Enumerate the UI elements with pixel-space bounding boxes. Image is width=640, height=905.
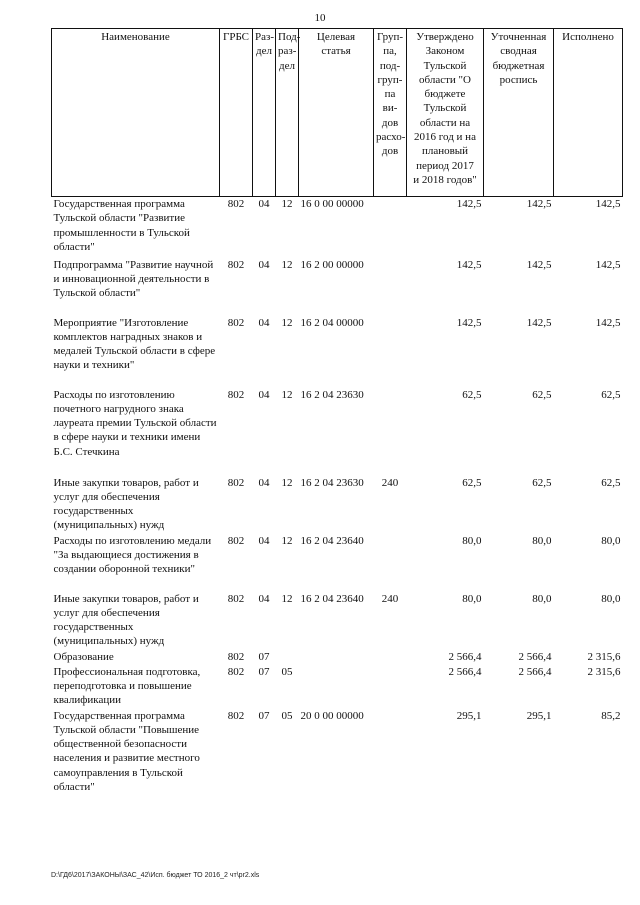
header-refined: Уточненная сводная бюджетная роспись <box>484 29 554 197</box>
row-approved: 142,5 <box>456 316 482 329</box>
table-row <box>52 388 623 476</box>
row-razdel: 04 <box>258 316 270 329</box>
file-path-footer: D:\ГД6\2017\ЗАКОНЫ\ЗАС_42\Исп. бюджет ТО 2016_2 чт\pr2.xls <box>51 872 260 879</box>
row-executed: 142,5 <box>595 316 621 329</box>
header-grbs: ГРБС <box>220 29 253 197</box>
row-name: Подпрограмма "Развитие научной и инновационной деятельности в Тульской области" <box>53 258 214 300</box>
row-grbs: 802 <box>227 258 245 271</box>
row-name: Расходы по изготовлению медали "За выдающиеся достижения в создании оборонной техники" <box>53 534 212 576</box>
row-approved: 80,0 <box>462 592 482 605</box>
row-target: 16 2 00 00000 <box>300 258 364 271</box>
row-grbs: 802 <box>227 476 245 489</box>
row-grbs: 802 <box>227 198 245 210</box>
row-razdel: 04 <box>258 258 270 271</box>
row-group: 240 <box>381 592 399 605</box>
row-podrazdel: 12 <box>281 198 293 210</box>
row-approved: 142,5 <box>456 258 482 271</box>
row-podrazdel: 05 <box>281 709 293 722</box>
row-grbs: 802 <box>227 665 245 678</box>
table-row <box>52 665 623 709</box>
table-row <box>52 258 623 316</box>
row-executed: 142,5 <box>595 198 621 210</box>
row-group <box>374 316 407 388</box>
row-approved: 62,5 <box>462 476 482 489</box>
table-row <box>52 592 623 650</box>
row-name: Мероприятие "Изготовление комплектов наградных знаков и медалей Тульской области в сфере науки и техники" <box>53 316 216 372</box>
table-row <box>52 316 623 388</box>
row-group: 240 <box>381 476 399 489</box>
row-podrazdel: 12 <box>281 534 293 547</box>
row-razdel: 04 <box>258 388 270 401</box>
row-group <box>374 665 407 709</box>
table-row <box>52 197 623 258</box>
header-group: Груп- па, под- груп- па ви- дов расхо- дов <box>374 29 407 197</box>
row-podrazdel: 12 <box>281 592 293 605</box>
row-refined: 295,1 <box>526 709 552 722</box>
row-refined: 142,5 <box>526 198 552 210</box>
row-group <box>374 258 407 316</box>
row-refined: 62,5 <box>532 476 552 489</box>
row-refined: 142,5 <box>526 316 552 329</box>
row-executed: 62,5 <box>601 388 621 401</box>
row-name: Государственная программа Тульской области "Повышение общественной безопасности населения и развитие местного самоуправления в Тульской области" <box>53 709 200 793</box>
row-group <box>374 388 407 476</box>
row-executed: 80,0 <box>601 592 621 605</box>
row-name: Профессиональная подготовка, переподготовка и повышение квалификации <box>53 665 201 707</box>
row-target: 16 0 00 00000 <box>300 198 364 210</box>
row-razdel: 04 <box>258 592 270 605</box>
row-refined: 142,5 <box>526 258 552 271</box>
row-approved: 80,0 <box>462 534 482 547</box>
table-row <box>52 709 623 795</box>
page-number: 10 <box>314 12 326 24</box>
row-group <box>374 197 407 258</box>
row-razdel: 07 <box>258 665 270 678</box>
row-razdel: 07 <box>258 709 270 722</box>
row-target: 16 2 04 23630 <box>300 388 364 401</box>
row-refined: 2 566,4 <box>518 665 552 678</box>
row-executed: 62,5 <box>601 476 621 489</box>
row-executed: 80,0 <box>601 534 621 547</box>
table-row <box>52 476 623 534</box>
row-grbs: 802 <box>227 592 245 605</box>
table-row <box>52 534 623 592</box>
row-group <box>374 534 407 592</box>
row-approved: 2 566,4 <box>448 650 482 663</box>
row-target: 20 0 00 00000 <box>300 709 364 722</box>
row-target <box>299 650 374 665</box>
row-podrazdel <box>276 650 299 665</box>
row-executed: 85,2 <box>601 709 621 722</box>
row-target: 16 2 04 23630 <box>300 476 364 489</box>
row-refined: 80,0 <box>532 534 552 547</box>
row-grbs: 802 <box>227 388 245 401</box>
row-refined: 2 566,4 <box>518 650 552 663</box>
row-name: Расходы по изготовлению почетного нагрудного знака лауреата премии Тульской области в сфере науки и техники имени Б.С. Стечкина <box>53 388 217 458</box>
row-approved: 2 566,4 <box>448 665 482 678</box>
row-executed: 142,5 <box>595 258 621 271</box>
header-target: Целевая статья <box>299 29 374 197</box>
row-refined: 80,0 <box>532 592 552 605</box>
row-target <box>299 665 374 709</box>
row-grbs: 802 <box>227 650 245 663</box>
row-podrazdel: 12 <box>281 316 293 329</box>
row-name: Иные закупки товаров, работ и услуг для обеспечения государственных (муниципальных) нужд <box>53 476 199 532</box>
table-header-row <box>52 29 623 197</box>
row-target: 16 2 04 23640 <box>300 592 364 605</box>
table-row <box>52 650 623 665</box>
row-target: 16 2 04 23640 <box>300 534 364 547</box>
row-podrazdel: 12 <box>281 476 293 489</box>
row-refined: 62,5 <box>532 388 552 401</box>
budget-execution-table <box>51 28 623 795</box>
row-name: Образование <box>53 650 114 663</box>
row-group <box>374 650 407 665</box>
row-name: Государственная программа Тульской области "Развитие промышленности в Тульской области" <box>53 198 190 253</box>
row-razdel: 04 <box>258 534 270 547</box>
header-razdel: Раз- дел <box>253 29 276 197</box>
row-group <box>374 709 407 795</box>
row-podrazdel: 05 <box>281 665 293 678</box>
row-podrazdel: 12 <box>281 388 293 401</box>
row-approved: 142,5 <box>456 198 482 210</box>
row-target: 16 2 04 00000 <box>300 316 364 329</box>
row-approved: 295,1 <box>456 709 482 722</box>
row-grbs: 802 <box>227 316 245 329</box>
row-grbs: 802 <box>227 534 245 547</box>
row-executed: 2 315,6 <box>587 650 621 663</box>
row-razdel: 04 <box>258 198 270 210</box>
row-approved: 62,5 <box>462 388 482 401</box>
header-name: Наименование <box>52 29 220 197</box>
row-executed: 2 315,6 <box>587 665 621 678</box>
header-approved: Утверждено Законом Тульской области "О бюджете Тульской области на 2016 год и на плановый период 2017 и 2018 годов" <box>407 29 484 197</box>
header-podrazdel: Под- раз- дел <box>276 29 299 197</box>
header-executed: Исполнено <box>554 29 623 197</box>
row-grbs: 802 <box>227 709 245 722</box>
row-name: Иные закупки товаров, работ и услуг для обеспечения государственных (муниципальных) нужд <box>53 592 199 648</box>
row-razdel: 07 <box>258 650 270 663</box>
row-razdel: 04 <box>258 476 270 489</box>
row-podrazdel: 12 <box>281 258 293 271</box>
